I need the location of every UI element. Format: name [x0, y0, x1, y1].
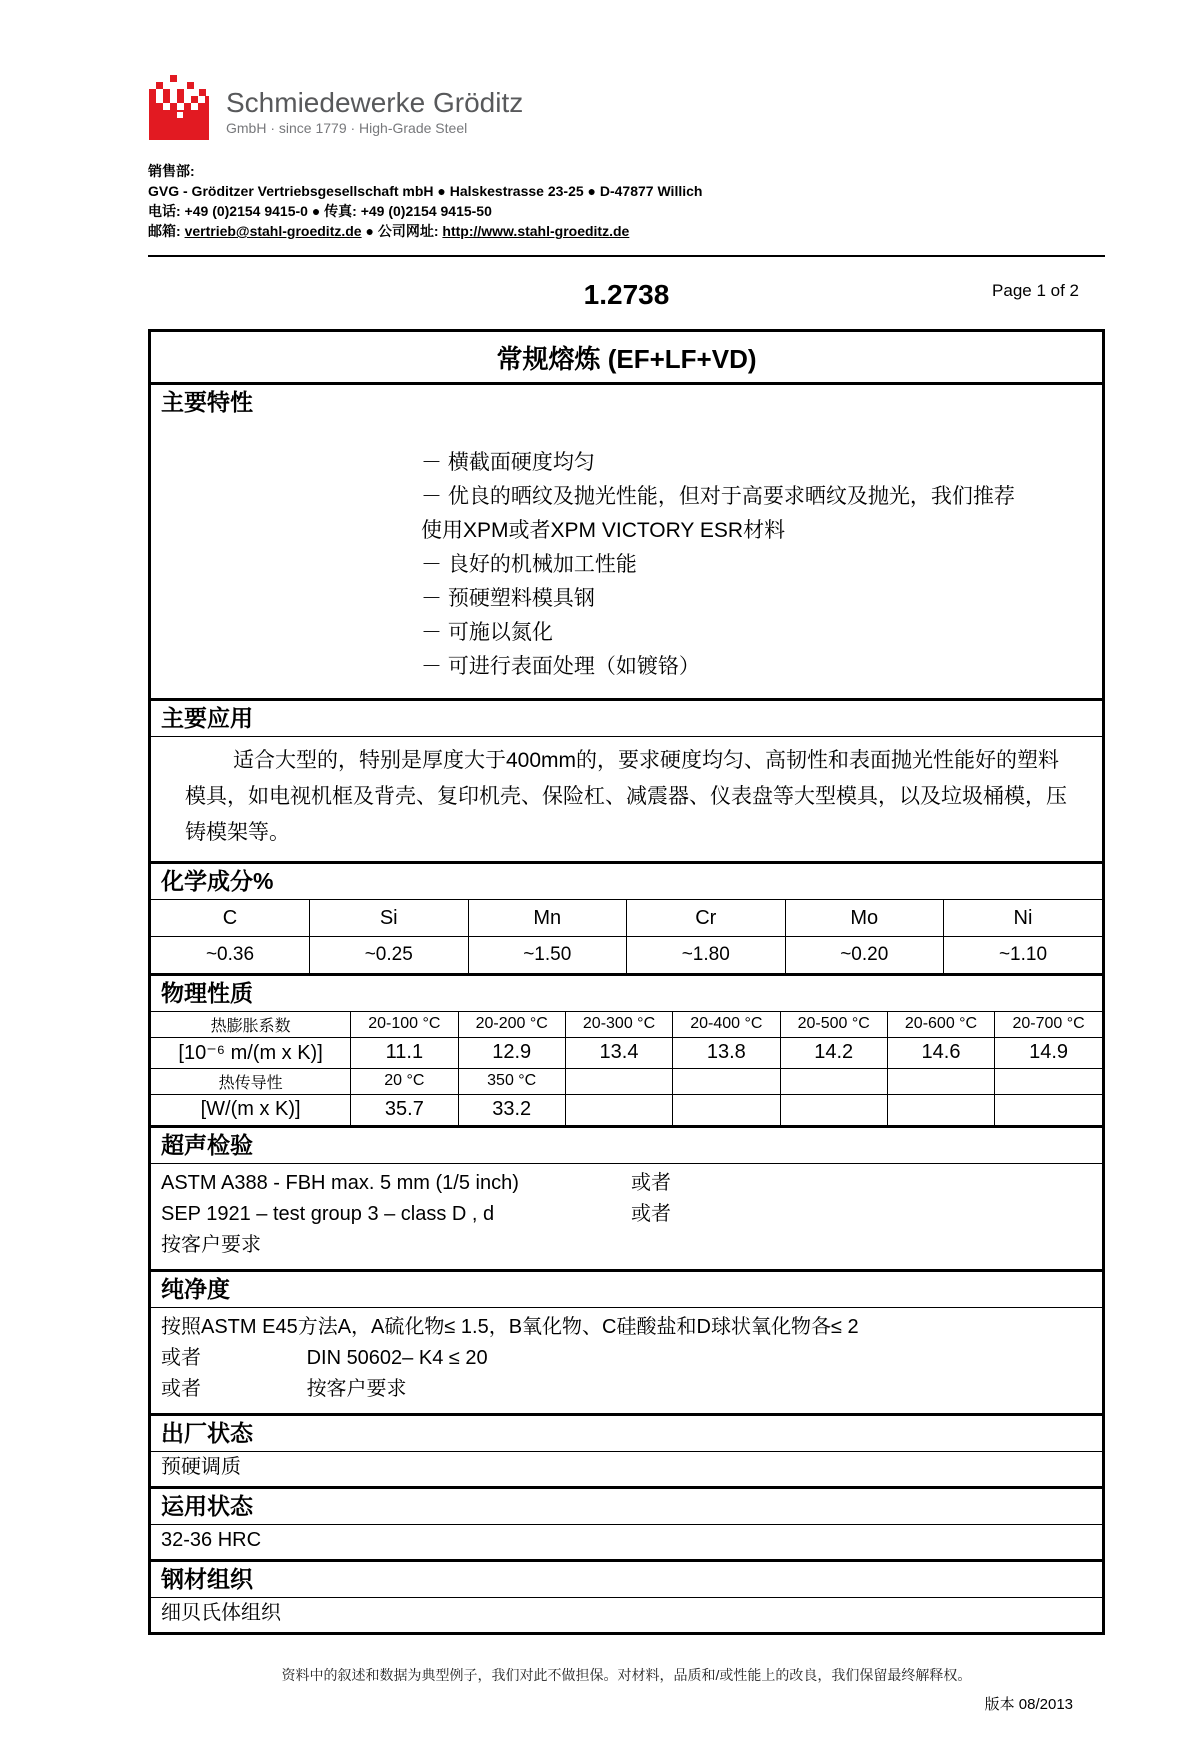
or-label: 或者 [161, 1347, 201, 1369]
chem-value: ~0.20 [785, 937, 944, 973]
header-divider [148, 255, 1105, 257]
cond-value: 33.2 [458, 1094, 565, 1125]
feature-item: － 横截面硬度均匀 [421, 451, 595, 474]
expansion-value: 12.9 [458, 1037, 565, 1068]
expansion-value: 13.8 [673, 1037, 780, 1068]
expansion-value: 14.6 [887, 1037, 994, 1068]
cond-value [780, 1094, 887, 1125]
cond-value [995, 1094, 1102, 1125]
chem-value: ~0.36 [151, 937, 310, 973]
feature-item: － 良好的机械加工性能 [421, 553, 637, 576]
expansion-temps-row [151, 1011, 1102, 1037]
chem-col-header: C [151, 900, 310, 937]
ultrasonic-spec: 按客户要求 [161, 1234, 261, 1256]
or-label: 或者 [161, 1378, 201, 1400]
feature-item: － 预硬塑料模具钢 [421, 587, 595, 610]
expansion-value: 14.9 [995, 1037, 1102, 1068]
expansion-value: 13.4 [565, 1037, 672, 1068]
chem-value: ~1.10 [944, 937, 1103, 973]
section-chemistry [151, 864, 1102, 976]
ultrasonic-body [151, 1164, 1102, 1269]
section-ultrasonic-title: 超声检验 [151, 1128, 1102, 1164]
section-applications [151, 701, 1102, 864]
email-link[interactable]: vertrieb@stahl-groeditz.de [184, 223, 362, 239]
or-label: 或者 [631, 1172, 671, 1194]
cond-temp [887, 1068, 994, 1094]
purity-body [151, 1308, 1102, 1413]
conductivity-temps-row [151, 1068, 1102, 1094]
email-web-line [148, 221, 1190, 241]
temp-header: 20-700 °C [995, 1011, 1102, 1037]
purity-line [161, 1343, 1092, 1374]
chem-col-header: Mn [468, 900, 627, 937]
company-logo-icon [148, 74, 210, 145]
cond-temp [565, 1068, 672, 1094]
section-purity [151, 1272, 1102, 1416]
or-label: 或者 [631, 1203, 671, 1225]
website-link[interactable]: http://www.stahl-groeditz.de [442, 223, 630, 239]
feature-item: － 可施以氮化 [421, 621, 553, 644]
purity-line [161, 1374, 1092, 1405]
footer-disclaimer: 资料中的叙述和数据为典型例子，我们对此不做担保。对材料，品质和/或性能上的改良，我们保留最终解释权。 [281, 1667, 972, 1683]
purity-line: 按照ASTM E45方法A，A硫化物≤ 1.5，B氧化物、C硅酸盐和D球状氧化物各≤ 2 [161, 1316, 859, 1338]
section-delivery-condition [151, 1416, 1102, 1489]
section-usage-title: 运用状态 [151, 1489, 1102, 1525]
physical-properties-table [151, 1011, 1102, 1126]
cond-value [565, 1094, 672, 1125]
section-microstructure [151, 1562, 1102, 1632]
chem-col-header: Mo [785, 900, 944, 937]
cond-temp [673, 1068, 780, 1094]
cond-temp: 350 °C [458, 1068, 565, 1094]
section-applications-title: 主要应用 [151, 701, 1102, 737]
conductivity-values-row [151, 1094, 1102, 1125]
section-physical [151, 976, 1102, 1129]
chem-col-header: Cr [627, 900, 786, 937]
cond-temp: 20 °C [351, 1068, 458, 1094]
contact-block [148, 161, 1190, 241]
section-chemistry-title: 化学成分% [161, 868, 274, 894]
separator-bullet: ● [365, 223, 374, 239]
expansion-values-row [151, 1037, 1102, 1068]
section-delivery-title: 出厂状态 [151, 1416, 1102, 1452]
cond-value: 35.7 [351, 1094, 458, 1125]
delivery-condition-value: 预硬调质 [161, 1456, 241, 1478]
ultrasonic-spec: SEP 1921 – test group 3 – class D , d [161, 1203, 495, 1225]
section-usage-condition [151, 1489, 1102, 1562]
section-microstructure-title: 钢材组织 [151, 1562, 1102, 1598]
chem-col-header: Ni [944, 900, 1103, 937]
expansion-value: 11.1 [351, 1037, 458, 1068]
phone-fax-line: 电话: +49 (0)2154 9415-0 ● 传真: +49 (0)2154 9415-50 [148, 203, 492, 219]
page-number: Page 1 of 2 [992, 281, 1079, 300]
website-label: 公司网址: [377, 223, 439, 239]
temp-header: 20-200 °C [458, 1011, 565, 1037]
company-tagline: GmbH · since 1779 · High-Grade Steel [226, 120, 468, 136]
ultrasonic-line [161, 1230, 1092, 1261]
chemistry-table [151, 899, 1102, 973]
expansion-label: 热膨胀系数 [151, 1011, 351, 1037]
temp-header: 20-400 °C [673, 1011, 780, 1037]
section-features [151, 385, 1102, 701]
expansion-value: 14.2 [780, 1037, 887, 1068]
chem-value: ~1.80 [627, 937, 786, 973]
section-features-title: 主要特性 [161, 389, 253, 415]
chemistry-header-row [151, 900, 1102, 937]
chem-value: ~0.25 [310, 937, 469, 973]
purity-spec: 按客户要求 [306, 1378, 407, 1400]
email-label: 邮箱: [148, 223, 181, 239]
conductivity-label: 热传导性 [151, 1068, 351, 1094]
sales-dept-label: 销售部: [148, 163, 195, 179]
cond-temp [780, 1068, 887, 1094]
steel-grade-title: 1.2738 [583, 279, 670, 310]
datasheet-page [0, 74, 1190, 1758]
expansion-unit: [10⁻⁶ m/(m x K)] [151, 1037, 351, 1068]
ultrasonic-spec: ASTM A388 - FBH max. 5 mm (1/5 inch) [161, 1172, 519, 1194]
melting-route-title: 常规熔炼 (EF+LF+VD) [151, 332, 1102, 385]
section-ultrasonic [151, 1128, 1102, 1272]
conductivity-unit: [W/(m x K)] [151, 1094, 351, 1125]
microstructure-value: 细贝氏体组织 [161, 1602, 281, 1624]
cond-temp [995, 1068, 1102, 1094]
temp-header: 20-600 °C [887, 1011, 994, 1037]
temp-header: 20-300 °C [565, 1011, 672, 1037]
cond-value [673, 1094, 780, 1125]
footer-version: 版本 08/2013 [984, 1696, 1073, 1713]
section-purity-title: 纯净度 [151, 1272, 1102, 1308]
temp-header: 20-100 °C [351, 1011, 458, 1037]
company-address-line: GVG - Gröditzer Vertriebsgesellschaft mbH ● Halskestrasse 23-25 ● D-47877 Willich [148, 183, 703, 199]
chem-col-header: Si [310, 900, 469, 937]
title-row [148, 279, 1105, 319]
section-physical-title: 物理性质 [161, 979, 253, 1006]
features-list [151, 420, 1102, 698]
temp-header: 20-500 °C [780, 1011, 887, 1037]
usage-hardness-value: 32-36 HRC [161, 1529, 262, 1551]
cond-value [887, 1094, 994, 1125]
chem-value: ~1.50 [468, 937, 627, 973]
company-name: Schmiedewerke Gröditz [226, 87, 524, 118]
ultrasonic-line [161, 1199, 1092, 1230]
feature-item: － 优良的晒纹及抛光性能，但对于高要求晒纹及抛光，我们推荐使用XPM或者XPM VICTORY ESR材料 [421, 485, 1015, 542]
applications-text: 适合大型的，特别是厚度大于400mm的，要求硬度均匀、高韧性和表面抛光性能好的塑料模具，如电视机框及背壳、复印机壳、保险杠、减震器、仪表盘等大型模具，以及垃圾桶模，压铸模架等。 [185, 749, 1067, 844]
ultrasonic-line [161, 1168, 1092, 1199]
chemistry-values-row [151, 937, 1102, 973]
purity-spec: DIN 50602– K4 ≤ 20 [306, 1347, 488, 1369]
datasheet-table [148, 329, 1105, 1635]
brand-header [148, 74, 1190, 145]
feature-item: － 可进行表面处理（如镀铬） [421, 655, 700, 678]
